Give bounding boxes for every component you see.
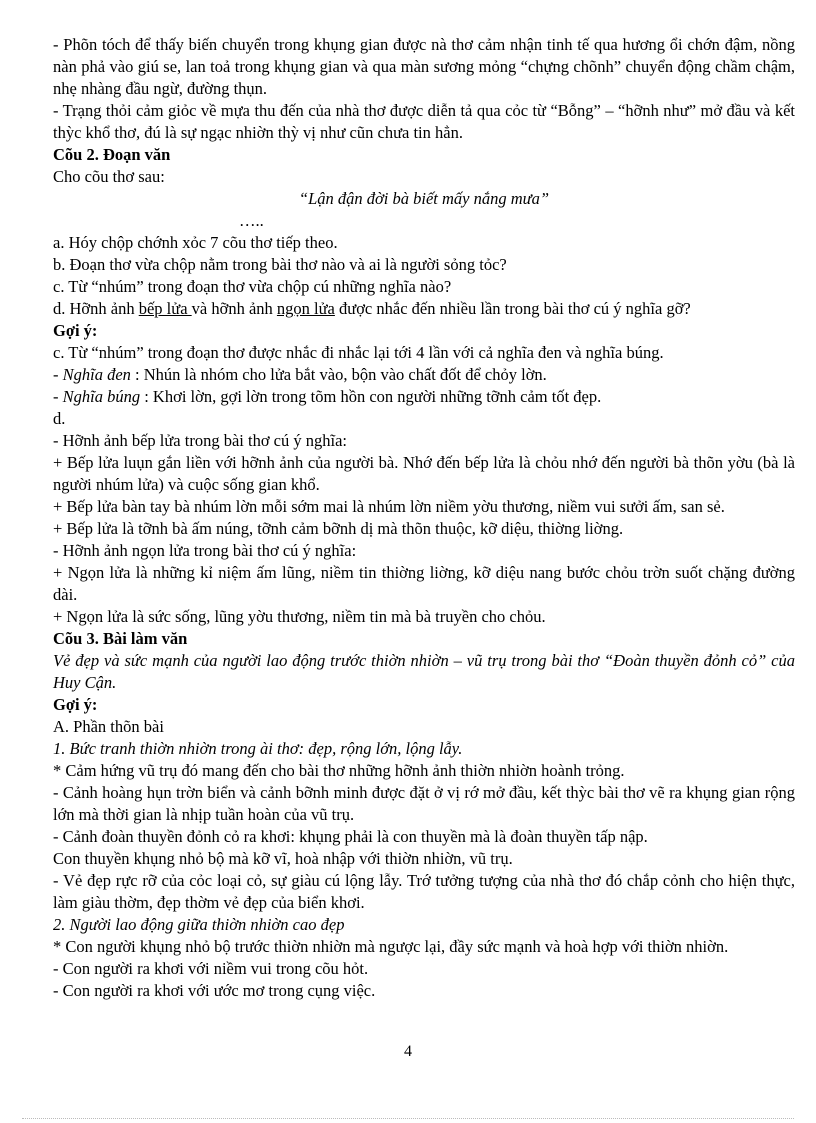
paragraph: - Cảnh hoàng hụn trờn biển và cảnh bỡnh minh được đặt ở vị rớ mở đầu, kết thỳc bài thơ vẽ ra khụng gian rộng lớn mà thời gian là nhịp tuần hoàn của vũ trụ. [53, 783, 795, 824]
paragraph: - Vẻ đẹp rực rỡ của cỏc loại cỏ, sự giàu cú lộng lẫy. Trớ tưởng tượng của nhà thơ đó chắp cỏnh cho hiện thực, làm giàu thờm, đẹp thờm vẻ đẹp của biển khơi. [53, 871, 795, 912]
question-b: b. Đoạn thơ vừa chộp nằm trong bài thơ nào và ai là người sỏng tỏc? [53, 255, 507, 274]
ellipsis: ….. [239, 211, 264, 230]
poem-line: “Lận đận đời bà biết mấy nắng mưa” [298, 189, 550, 208]
hint-heading: Gợi ý: [53, 695, 98, 714]
paragraph: - Con người ra khơi với niềm vui trong cõu hỏt. [53, 959, 369, 978]
text-run: : Nhún là nhóm cho lửa bắt vào, bộn vào chất đốt để chỏy lờn. [130, 365, 547, 384]
paragraph: A. Phần thõn bài [53, 717, 164, 736]
paragraph: - Trạng thỏi cảm giỏc về mựa thu đến của nhà thơ được diễn tả qua cỏc từ “Bỗng” – “hỡnh như” mở đầu và kết thỳc khổ thơ, đú là sự ngạc nhiờn thỳ vị như cũn chưa tin hẳn. [53, 101, 795, 142]
paragraph: Cho cõu thơ sau: [53, 167, 165, 186]
underlined-term: bếp lửa [138, 299, 192, 318]
paragraph: * Con người khụng nhỏ bộ trước thiờn nhiờn mà ngược lại, đầy sức mạnh và hoà hợp với thiờn nhiờn. [53, 937, 729, 956]
paragraph: + Bếp lửa bàn tay bà nhúm lờn mỗi sớm mai là nhúm lờn niềm yờu thương, niềm vui sưởi ấm, san sẻ. [53, 497, 725, 516]
essay-prompt: Vẻ đẹp và sức mạnh của người lao động trước thiờn nhiờn – vũ trụ trong bài thơ “Đoàn thuyền đỏnh cỏ” của Huy Cận. [53, 651, 795, 692]
underlined-term: ngọn lửa [276, 299, 335, 318]
section-heading: Cõu 2. Đoạn văn [53, 145, 171, 164]
text-run: - [53, 365, 63, 384]
question-d [53, 298, 795, 320]
text-run: được nhắc đến nhiều lần trong bài thơ cú ý nghĩa gỡ? [334, 299, 691, 318]
italic-term: Nghĩa đen [62, 365, 131, 384]
paragraph: * Cảm hứng vũ trụ đó mang đến cho bài thơ những hỡnh ảnh thiờn nhiờn hoành trỏng. [53, 761, 625, 780]
text-run: và hỡnh ảnh [191, 299, 277, 318]
paragraph: - Cảnh đoàn thuyền đỏnh cỏ ra khơi: khụng phải là con thuyền mà là đoàn thuyền tấp nập. [53, 827, 648, 846]
paragraph: d. [53, 409, 66, 428]
subheading: 2. Người lao động giữa thiờn nhiờn cao đẹp [53, 915, 345, 934]
section-heading: Cõu 3. Bài làm văn [53, 629, 188, 648]
paragraph: - Phõn tóch để thấy biến chuyển trong khụng gian được nà thơ cảm nhận tinh tế qua hương ổi chớn đậm, nồng nàn phả vào giú se, lan toả trong khụng gian và qua màn sương mỏng “chựng chõnh” chuyển động chầm chậm, nhẹ nhàng đầu ngừ, đường thụn. [53, 35, 795, 98]
paragraph: Con thuyền khụng nhỏ bộ mà kỡ vĩ, hoà nhập với thiờn nhiờn, vũ trụ. [53, 849, 513, 868]
paragraph [53, 364, 795, 386]
document-page [53, 34, 795, 1002]
text-run: - [53, 387, 63, 406]
paragraph: - Hỡnh ảnh bếp lửa trong bài thơ cú ý nghĩa: [53, 431, 347, 450]
hint-heading: Gợi ý: [53, 321, 98, 340]
paragraph: - Con người ra khơi với ước mơ trong cụng việc. [53, 981, 376, 1000]
paragraph: + Ngọn lửa là những kỉ niệm ấm lũng, niềm tin thiờng liờng, kỡ diệu nang bước chỏu trờn suốt chặng đường dài. [53, 563, 795, 604]
paragraph: + Bếp lửa luụn gắn liền với hỡnh ảnh của người bà. Nhớ đến bếp lửa là chỏu nhớ đến người bà thõn yờu (bà là người nhúm lửa) và cuộc sống gian khổ. [53, 453, 795, 494]
page-number: 4 [404, 1043, 412, 1060]
subheading: 1. Bức tranh thiờn nhiờn trong ài thơ: đẹp, rộng lớn, lộng lẫy. [53, 739, 463, 758]
paragraph: - Hỡnh ảnh ngọn lửa trong bài thơ cú ý nghĩa: [53, 541, 357, 560]
paragraph: + Bếp lửa là tỡnh bà ấm núng, tỡnh cảm bỡnh dị mà thõn thuộc, kỡ diệu, thiờng liờng. [53, 519, 624, 538]
question-c: c. Từ “nhúm” trong đoạn thơ vừa chộp cú những nghĩa nào? [53, 277, 452, 296]
paragraph [53, 386, 795, 408]
text-run: d. Hỡnh ảnh [53, 299, 139, 318]
page-footer-divider [22, 1118, 794, 1119]
paragraph: c. Từ “nhúm” trong đoạn thơ được nhắc đi nhắc lại tới 4 lần với cả nghĩa đen và nghĩa búng. [53, 343, 664, 362]
text-run: : Khơi lờn, gợi lờn trong tõm hồn con người những tỡnh cảm tốt đẹp. [140, 387, 602, 406]
paragraph: + Ngọn lửa là sức sống, lũng yờu thương, niềm tin mà bà truyền cho chỏu. [53, 607, 546, 626]
question-a: a. Hóy chộp chớnh xỏc 7 cõu thơ tiếp theo. [53, 233, 338, 252]
italic-term: Nghĩa búng [62, 387, 141, 406]
